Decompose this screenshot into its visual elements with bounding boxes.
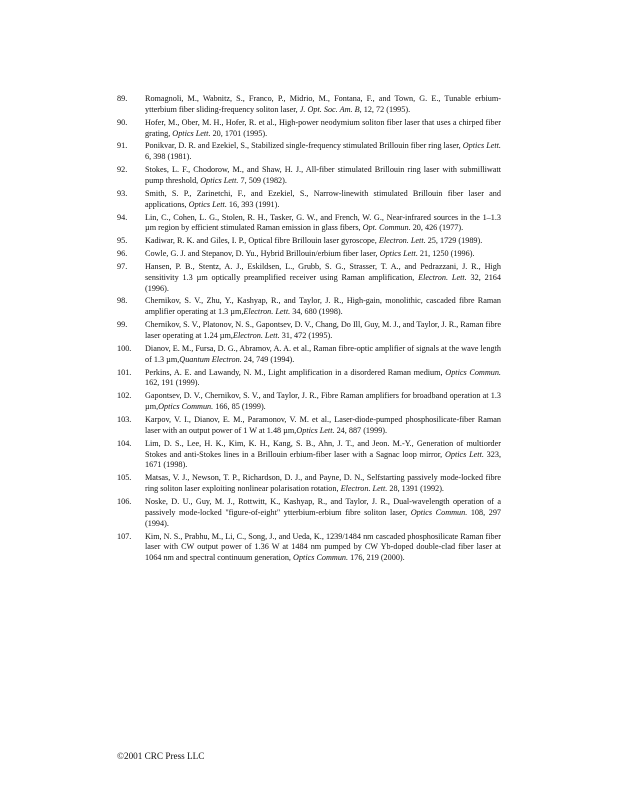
reference-text — [145, 189, 501, 211]
reference-journal: Optics Commun. — [293, 553, 349, 563]
reference-body: Gapontsev, D. V., Chernikov, S. V., and Taylor, J. R., Fibre Raman amplifiers for broadband operation at 1.3 µm, — [145, 391, 501, 412]
reference-number: 94. — [117, 212, 128, 222]
reference-item — [117, 497, 501, 530]
reference-number: 104. — [117, 438, 132, 448]
reference-citation: 6, 398 (1981). — [145, 152, 192, 162]
reference-journal: Electron. Lett. — [378, 236, 426, 246]
reference-citation: 25, 1729 (1989). — [425, 236, 483, 246]
reference-journal: Optics Lett. — [379, 249, 418, 259]
reference-text — [145, 473, 501, 495]
reference-number: 107. — [117, 531, 132, 541]
reference-number: 96. — [117, 249, 128, 259]
reference-journal: Electron. Lett. — [340, 484, 388, 494]
reference-citation: 21, 1250 (1996). — [417, 249, 475, 259]
reference-journal: Optics Lett. — [200, 176, 239, 186]
reference-list — [117, 94, 501, 566]
reference-item — [117, 236, 501, 247]
reference-journal: Optics Commun. — [445, 367, 501, 377]
reference-number: 99. — [117, 320, 128, 330]
reference-text — [145, 497, 501, 530]
reference-item — [117, 262, 501, 295]
reference-item — [117, 118, 501, 140]
reference-item — [117, 391, 501, 413]
reference-text — [145, 320, 501, 342]
reference-text — [145, 141, 501, 163]
reference-journal: Optics Lett. — [444, 449, 484, 459]
reference-item — [117, 415, 501, 437]
reference-number: 101. — [117, 367, 132, 377]
reference-body: Chernikov, S. V., Zhu, Y., Kashyap, R., and Taylor, J. R., High-gain, monolithic, cascaded fibre Raman amplifier operating at 1.3 µm, — [145, 296, 501, 317]
reference-text — [145, 249, 501, 260]
reference-journal: Optics Lett. — [296, 425, 335, 435]
reference-number: 95. — [117, 236, 128, 246]
reference-journal: Quantum Electron. — [179, 354, 242, 364]
reference-citation: 31, 472 (1995). — [279, 331, 333, 341]
reference-item — [117, 165, 501, 187]
reference-text — [145, 368, 501, 390]
reference-citation: 24, 887 (1999). — [334, 425, 388, 435]
reference-body: Karpov, V. I., Dianov, E. M., Paramonov, V. M. et al., Laser-diode-pumped phosphosilicate-fiber Raman laser with an output power of 1 W at 1.48 µm, — [145, 414, 501, 435]
reference-text — [145, 296, 501, 318]
reference-journal: Opt. Commun. — [362, 223, 411, 233]
reference-citation: 162, 191 (1999). — [145, 378, 200, 388]
reference-journal: Optics Commun. — [410, 507, 468, 517]
reference-text — [145, 439, 501, 472]
reference-body: Hofer, M., Ober, M. H., Hofer, R. et al., High-power neodymium soliton fiber laser that uses a chirped fiber grating, — [145, 117, 501, 138]
reference-item — [117, 249, 501, 260]
reference-citation: 20, 1701 (1995). — [210, 128, 268, 138]
reference-journal: Optics Lett. — [188, 199, 227, 209]
reference-body: Smith, S. P., Zarinetchi, F., and Ezekiel, S., Narrow-linewith stimulated Brillouin fiber laser and applications, — [145, 188, 501, 209]
reference-journal: J. Opt. Soc. Am. B — [299, 104, 360, 114]
reference-body: Cowle, G. J. and Stepanov, D. Yu., Hybrid Brillouin/erbium fiber laser, — [145, 249, 380, 259]
reference-citation: 323, 1671 (1998). — [145, 449, 501, 470]
reference-item — [117, 94, 501, 116]
reference-number: 102. — [117, 391, 132, 401]
reference-text — [145, 94, 501, 116]
reference-item — [117, 189, 501, 211]
reference-text — [145, 344, 501, 366]
reference-body: Kim, N. S., Prabhu, M., Li, C., Song, J., and Ueda, K., 1239/1484 nm cascaded phosphosilicate Raman fiber laser with CW output power of 1.36 W at 1484 nm pumped by CW Yb-doped double-clad fiber laser at 1064 nm and spectral continuum generation, — [145, 531, 501, 563]
reference-text — [145, 262, 501, 295]
reference-journal: Optics Lett. — [462, 141, 501, 151]
reference-number: 106. — [117, 496, 132, 506]
reference-body: Lim, D. S., Lee, H. K., Kim, K. H., Kang, S. B., Ahn, J. T., and Jeon. M.-Y., Generation of multiorder Stokes and anti-Stokes lines in a Brillouin erbium-fiber laser with a Sagnac loop mirror, — [145, 438, 501, 459]
reference-number: 89. — [117, 94, 128, 103]
reference-number: 97. — [117, 261, 128, 271]
reference-citation: 20, 426 (1977). — [410, 223, 464, 233]
reference-citation: 28, 1391 (1992). — [387, 484, 444, 494]
reference-item — [117, 320, 501, 342]
reference-citation: 24, 749 (1994). — [241, 354, 295, 364]
reference-number: 92. — [117, 165, 128, 175]
reference-item — [117, 368, 501, 390]
reference-citation: 7, 509 (1982). — [238, 176, 287, 186]
reference-body: Noske, D. U., Guy, M. J., Rottwitt, K., Kashyap, R., and Taylor, J. R., Dual-wavelength operation of a passively mode-locked "figure-of-eight" ytterbium-erbium fibre soliton laser, — [145, 496, 501, 517]
reference-citation: 32, 2164 (1996). — [145, 272, 501, 293]
reference-number: 93. — [117, 188, 128, 198]
reference-body: Perkins, A. E. and Lawandy, N. M., Light amplification in a disordered Raman medium, — [145, 367, 446, 377]
reference-text — [145, 213, 501, 235]
reference-number: 105. — [117, 473, 132, 483]
reference-body: Matsas, V. J., Newson, T. P., Richardson, D. J., and Payne, D. N., Selfstarting passively mode-locked fibre ring soliton laser exploiting nonlinear polarisation rotation, — [145, 473, 501, 494]
reference-citation: 16, 393 (1991). — [226, 199, 280, 209]
reference-body: Hansen, P. B., Stentz, A. J., Eskildsen, L., Grubb, S. G., Strasser, T. A., and Pedrazzani, J. R., High sensitivity 1.3 µm optically preamplified receiver using Raman amplification, — [145, 261, 501, 282]
reference-item — [117, 473, 501, 495]
reference-journal: Electron. Lett. — [243, 307, 291, 317]
reference-body: Kadiwar, R. K. and Giles, I. P., Optical fibre Brillouin laser gyroscope, — [145, 236, 379, 246]
reference-journal: Electron. Lett. — [232, 331, 280, 341]
copyright-footer: ©2001 CRC Press LLC — [117, 751, 205, 761]
reference-number: 90. — [117, 117, 128, 127]
reference-citation: , 12, 72 (1995). — [359, 104, 411, 114]
reference-citation: 166, 85 (1999). — [213, 402, 266, 412]
reference-body: Ponikvar, D. R. and Ezekiel, S., Stabilized single-frequency stimulated Brillouin fiber ring laser, — [145, 141, 463, 151]
reference-item — [117, 532, 501, 565]
reference-text — [145, 415, 501, 437]
reference-number: 103. — [117, 414, 132, 424]
reference-text — [145, 118, 501, 140]
reference-item — [117, 344, 501, 366]
reference-text — [145, 391, 501, 413]
reference-number: 98. — [117, 296, 128, 306]
reference-item — [117, 141, 501, 163]
reference-text — [145, 236, 501, 247]
reference-journal: Optics Lett. — [172, 128, 211, 138]
reference-journal: Optics Commun. — [158, 402, 214, 412]
reference-body: Lin, C., Cohen, L. G., Stolen, R. H., Tasker, G. W., and French, W. G., Near-infrared sources in the 1–1.3 µm region by efficient stimulated Raman emission in glass fibers, — [145, 212, 501, 233]
reference-number: 91. — [117, 141, 128, 151]
reference-citation: 176, 219 (2000). — [348, 553, 405, 563]
reference-body: Dianov, E. M., Fursa, D. G., Abramov, A. A. et al., Raman fibre-optic amplifier of signals at the wave length of 1.3 µm, — [145, 343, 501, 364]
reference-citation: 108, 297 (1994). — [145, 507, 501, 528]
reference-body: Chernikov, S. V., Platonov, N. S., Gapontsev, D. V., Chang, Do Ill, Guy, M. J., and Taylor, J. R., Raman fibre laser operating at 1.24 µm, — [145, 320, 501, 341]
reference-body: Romagnoli, M., Wabnitz, S., Franco, P., Midrio, M., Fontana, F., and Town, G. E., Tunable erbium-ytterbium fiber sliding-frequency soliton laser, — [145, 94, 501, 114]
reference-number: 100. — [117, 343, 132, 353]
reference-item — [117, 439, 501, 472]
reference-citation: 34, 680 (1998). — [290, 307, 343, 317]
reference-text — [145, 165, 501, 187]
reference-text — [145, 532, 501, 565]
reference-item — [117, 213, 501, 235]
reference-journal: Electron. Lett. — [418, 272, 467, 282]
reference-item — [117, 296, 501, 318]
reference-body: Stokes, L. F., Chodorow, M., and Shaw, H. J., All-fiber stimulated Brillouin ring laser with submilliwatt pump threshold, — [145, 165, 501, 186]
